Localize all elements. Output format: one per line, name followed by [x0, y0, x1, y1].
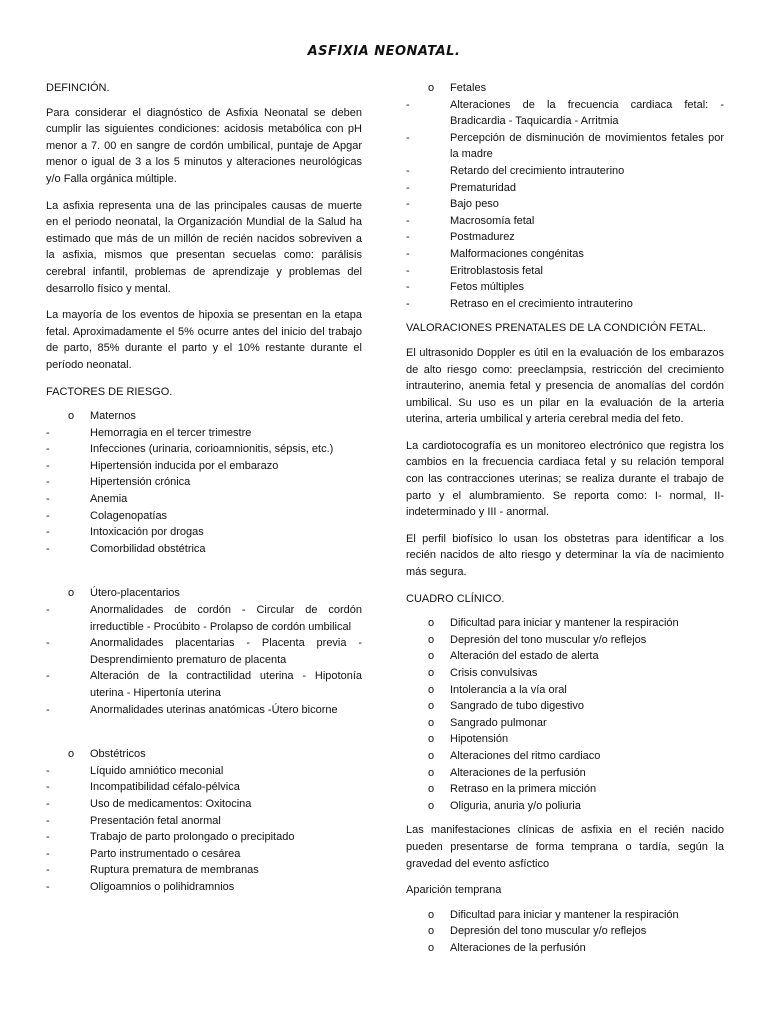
prenatal-paragraph: La cardiotocografía es un monitoreo electrónico que registra los cambios en la frecuencia cardiaca fetal y su relación temporal con las contracciones uterinas; se realiza durante el trabajo de parto y el alumbramiento. Se reporta como: I- normal, II- indeterminado y III - anormal. — [406, 439, 724, 519]
list-item: o Hipotensión — [428, 733, 509, 746]
definition-heading: DEFINCIÓN. — [46, 82, 110, 94]
list-item: o Depresión del tono muscular y/o reflejos — [428, 925, 647, 938]
list-item: - Alteraciones de la frecuencia cardiaca fetal: - Bradicardia - Taquicardia - Arritmia — [406, 98, 724, 128]
early-onset-list — [406, 907, 724, 957]
list-item: - Postmadurez — [406, 231, 515, 244]
list-item: - Presentación fetal anormal — [46, 814, 221, 827]
obstetric-factors-list — [46, 746, 362, 895]
prenatal-paragraph: El ultrasonido Doppler es útil en la evaluación de los embarazos de alto riesgo como: preeclampsia, restricción del crecimiento intrauterino, anemia fetal y presencia de anomalías del cordón umbilical. Su uso es un pilar en la evaluación de la arteria uterina, arteria umbilical y arteria cerebral media del feto. — [406, 346, 724, 426]
list-item: - Comorbilidad obstétrica — [46, 542, 206, 555]
early-onset-heading: Aparición temprana — [406, 884, 502, 897]
fetal-factors-list — [406, 80, 724, 312]
list-item: o Intolerancia a la vía oral — [428, 683, 567, 696]
list-item: - Alteración de la contractilidad uterina - Hipotonía uterina - Hipertonía uterina — [46, 670, 362, 699]
clinical-paragraph: Las manifestaciones clínicas de asfixia en el recién nacido pueden presentarse de forma temprana o tardía, según la gravedad del evento asfíctico — [406, 824, 724, 870]
list-item: o Retraso en la primera micción — [428, 783, 597, 796]
list-item: o Depresión del tono muscular y/o reflejos — [428, 633, 647, 646]
clinical-picture-heading: CUADRO CLÍNICO. — [406, 592, 505, 605]
list-group-heading: o Maternos — [68, 410, 136, 423]
list-item: o Dificultad para iniciar y mantener la respiración — [428, 617, 679, 630]
prenatal-assessment-heading: VALORACIONES PRENATALES DE LA CONDICIÓN FETAL. — [406, 322, 706, 335]
list-item: o Sangrado de tubo digestivo — [428, 700, 584, 713]
list-item: - Retardo del crecimiento intrauterino — [406, 164, 625, 177]
list-item: - Retraso en el crecimiento intrauterino — [406, 297, 633, 310]
list-item: - Percepción de disminución de movimientos fetales por la madre — [406, 131, 724, 161]
list-item: - Incompatibilidad céfalo-pélvica — [46, 781, 240, 794]
list-item: - Macrosomía fetal — [406, 214, 535, 227]
list-item: o Alteración del estado de alerta — [428, 650, 599, 663]
list-item: - Oligoamnios o polihidramnios — [46, 880, 235, 893]
list-item: - Ruptura prematura de membranas — [46, 864, 259, 877]
list-item: - Anormalidades placentarias - Placenta previa - Desprendimiento prematuro de placenta — [46, 637, 362, 666]
list-item: - Parto instrumentado o cesárea — [46, 847, 241, 860]
list-item: - Anemia — [46, 493, 128, 506]
list-item: - Bajo peso — [406, 198, 499, 211]
list-item: - Hipertensión crónica — [46, 476, 191, 489]
right-column — [406, 80, 724, 957]
list-item: - Trabajo de parto prolongado o precipitado — [46, 831, 295, 844]
list-item: - Anormalidades de cordón - Circular de cordón irreductible - Procúbito - Prolapso de cordón umbilical — [46, 604, 362, 633]
list-item: - Prematuridad — [406, 181, 517, 194]
list-item: - Uso de medicamentos: Oxitocina — [46, 797, 252, 810]
list-item: - Malformaciones congénitas — [406, 247, 584, 260]
document-title: ASFIXIA NEONATAL. — [307, 44, 461, 59]
list-item: - Anormalidades uterinas anatómicas -Útero bicorne — [46, 703, 338, 716]
list-item: - Hipertensión inducida por el embarazo — [46, 459, 279, 472]
prenatal-paragraph: El perfil biofísico lo usan los obstetras para identificar a los recién nacidos de alto riesgo y determinar la vía de nacimiento más segura. — [406, 532, 724, 579]
definition-paragraph: La asfixia representa una de las principales causas de muerte en el periodo neonatal, la Organización Mundial de la Salud ha estimado que más de un millón de recién nacidos sobreviven a la asfixia, mismos que presentan secuelas como: parálisis cerebral infantil, problemas de aprendizaje y problemas del desarrollo físico y mental. — [46, 199, 362, 295]
list-item: o Alteraciones del ritmo cardiaco — [428, 749, 601, 762]
list-item: o Dificultad para iniciar y mantener la respiración — [428, 908, 679, 921]
list-item: o Alteraciones de la perfusión — [428, 766, 586, 779]
list-item: o Oliguria, anuria y/o poliuria — [428, 799, 581, 812]
definition-paragraph: Para considerar el diagnóstico de Asfixia Neonatal se deben cumplir las siguientes condiciones: acidosis metabólica con pH menor a 7. 00 en sangre de cordón umbilical, puntaje de Apgar menor o igual de 3 a los 5 minutos y alteraciones neurológicas y/o Falla orgánica múltiple. — [46, 106, 362, 185]
list-item: o Sangrado pulmonar — [428, 716, 547, 729]
list-group-heading: o Útero-placentarios — [68, 587, 180, 600]
list-item: o Alteraciones de la perfusión — [428, 941, 586, 954]
list-item: - Infecciones (urinaria, corioamnionitis, sépsis, etc.) — [46, 443, 334, 456]
list-item: - Intoxicación por drogas — [46, 526, 204, 539]
risk-factors-heading: FACTORES DE RIESGO. — [46, 385, 173, 398]
uteroplacental-factors-list — [46, 585, 362, 718]
list-item: - Líquido amniótico meconial — [46, 764, 224, 777]
clinical-signs-list — [406, 615, 724, 814]
list-item: - Hemorragia en el tercer trimestre — [46, 426, 252, 439]
list-group-heading: o Fetales — [428, 82, 487, 94]
list-item: - Fetos múltiples — [406, 281, 524, 294]
left-column — [46, 80, 362, 896]
definition-paragraph: La mayoría de los eventos de hipoxia se presentan en la etapa fetal. Aproximadamente el 5% ocurre antes del inicio del trabajo de parto, 85% durante el parto y el 10% restante durante el período neonatal. — [46, 309, 362, 371]
list-item: - Colagenopatías — [46, 509, 168, 522]
list-item: o Crisis convulsivas — [428, 667, 538, 679]
list-group-heading: o Obstétricos — [68, 748, 146, 761]
maternal-factors-list — [46, 408, 362, 557]
list-item: - Eritroblastosis fetal — [406, 264, 543, 277]
